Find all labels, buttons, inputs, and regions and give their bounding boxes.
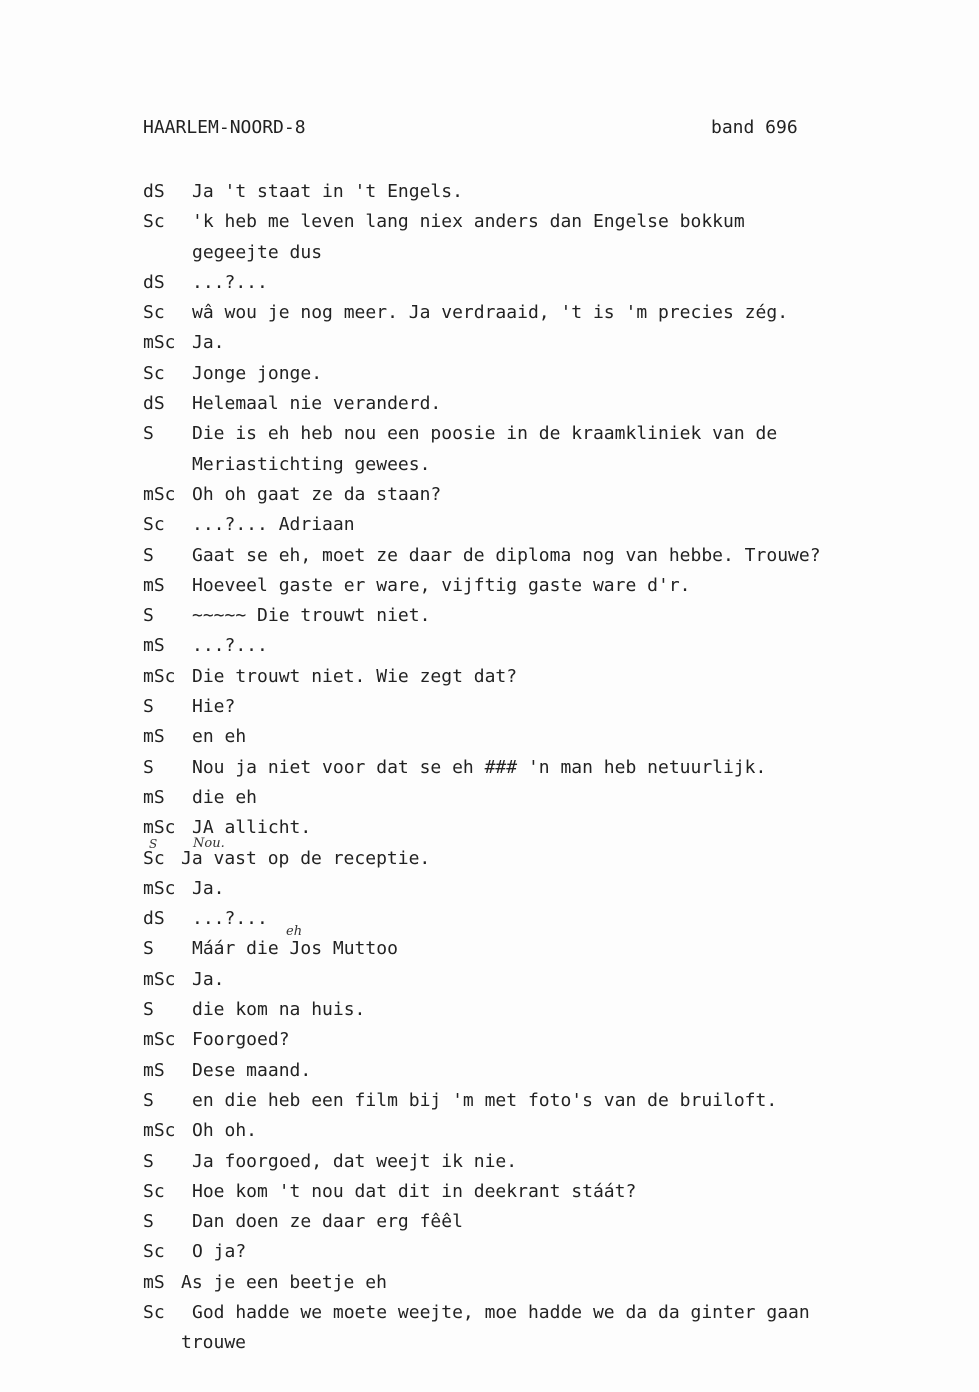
transcript-line xyxy=(143,1237,923,1267)
utterance-text: Ja. xyxy=(192,332,225,354)
speaker-label: mS xyxy=(143,786,165,808)
speaker-label: mSc xyxy=(143,1029,176,1051)
transcript-line xyxy=(143,177,923,207)
transcript-line xyxy=(143,1056,923,1086)
speaker-label: S xyxy=(143,423,154,445)
speaker-label: S xyxy=(143,605,154,627)
speaker-label: Sc xyxy=(143,514,165,536)
speaker-label: S xyxy=(143,696,154,718)
utterance-continuation: Meriastichting gewees. xyxy=(192,453,431,475)
speaker-label: mS xyxy=(143,635,165,657)
transcript-line xyxy=(143,450,923,480)
utterance-text: Ja vast op de receptie. xyxy=(181,847,431,869)
transcript-line xyxy=(143,571,923,601)
transcript-line xyxy=(143,480,923,510)
speaker-label: mSc xyxy=(143,817,176,839)
utterance-text: ...?... xyxy=(192,271,268,293)
utterance-text: Ja foorgoed, dat weejt ik nie. xyxy=(192,1150,518,1172)
transcript-line xyxy=(143,722,923,752)
speaker-label: Sc xyxy=(143,302,165,324)
transcript-line xyxy=(143,692,923,722)
utterance-text: die kom na huis. xyxy=(192,999,366,1021)
utterance-text: Hoeveel gaste er ware, vijftig gaste ware d'r. xyxy=(192,574,691,596)
speaker-label: S xyxy=(143,1211,154,1233)
document-title: HAARLEM-NOORD-8 xyxy=(143,117,306,138)
transcript-line xyxy=(143,328,923,358)
utterance-text: Die trouwt niet. Wie zegt dat? xyxy=(192,665,518,687)
transcript-line xyxy=(143,662,923,692)
speaker-label: mS xyxy=(143,726,165,748)
speaker-label: S xyxy=(143,544,154,566)
utterance-text: ...?... xyxy=(192,908,268,930)
speaker-label: Sc xyxy=(143,847,165,869)
transcript-line xyxy=(143,1328,923,1358)
speaker-label: Sc xyxy=(143,1180,165,1202)
utterance-continuation: trouwe xyxy=(181,1332,247,1354)
transcript-line xyxy=(143,268,923,298)
utterance-text: Oh oh gaat ze da staan? xyxy=(192,483,442,505)
transcript-line xyxy=(143,995,923,1025)
transcript-line xyxy=(143,965,923,995)
utterance-text: O ja? xyxy=(192,1241,247,1263)
transcript-line xyxy=(143,601,923,631)
utterance-continuation: gegeejte dus xyxy=(192,241,323,263)
speaker-label: dS xyxy=(143,393,165,415)
utterance-text: Helemaal nie veranderd. xyxy=(192,393,442,415)
speaker-label: mS xyxy=(143,1059,165,1081)
transcript-line xyxy=(143,874,923,904)
utterance-text: Hoe kom 't nou dat dit in deekrant stáát? xyxy=(192,1180,637,1202)
transcript-line xyxy=(143,1177,923,1207)
transcript-line xyxy=(143,1298,923,1328)
transcript-line xyxy=(143,631,923,661)
transcript-line xyxy=(143,541,923,571)
utterance-text: Oh oh. xyxy=(192,1120,258,1142)
utterance-text: Gaat se eh, moet ze daar de diploma nog van hebbe. Trouwe? xyxy=(192,544,821,566)
transcript-line xyxy=(143,359,923,389)
speaker-label: mS xyxy=(143,574,165,596)
transcript-line xyxy=(143,753,923,783)
transcript-line xyxy=(143,238,923,268)
utterance-text: Die is eh heb nou een poosie in de kraamkliniek van de xyxy=(192,423,778,445)
utterance-text: Ja. xyxy=(192,877,225,899)
utterance-text: Dese maand. xyxy=(192,1059,312,1081)
utterance-text: wâ wou je nog meer. Ja verdraaid, 't is 'm precies zég. xyxy=(192,302,789,324)
transcript-line xyxy=(143,1116,923,1146)
transcript-line xyxy=(143,510,923,540)
utterance-text: 'k heb me leven lang niex anders dan Engelse bokkum xyxy=(192,211,745,233)
speaker-label: S xyxy=(143,999,154,1021)
speaker-label: S xyxy=(143,938,154,960)
speaker-label: S xyxy=(143,1089,154,1111)
utterance-text: JA allicht. xyxy=(192,817,312,839)
speaker-label: mSc xyxy=(143,665,176,687)
utterance-text: Máár die Jos Muttoo xyxy=(192,938,398,960)
utterance-text: en eh xyxy=(192,726,247,748)
speaker-label: mSc xyxy=(143,332,176,354)
speaker-label: mSc xyxy=(143,968,176,990)
transcript-line xyxy=(143,844,923,874)
utterance-text: ...?... Adriaan xyxy=(192,514,355,536)
transcript-line xyxy=(143,1025,923,1055)
speaker-label: Sc xyxy=(143,1301,165,1323)
speaker-label: S xyxy=(143,756,154,778)
utterance-text: en die heb een film bij 'm met foto's van de bruiloft. xyxy=(192,1089,778,1111)
transcript-line xyxy=(143,298,923,328)
utterance-text: Foorgoed? xyxy=(192,1029,290,1051)
handwritten-nou-note: Nou. xyxy=(193,836,225,851)
speaker-label: Sc xyxy=(143,211,165,233)
speaker-label: mSc xyxy=(143,483,176,505)
transcript-line xyxy=(143,419,923,449)
speaker-label: dS xyxy=(143,271,165,293)
transcript-line xyxy=(143,1147,923,1177)
handwritten-eh-note: eh xyxy=(286,924,303,939)
transcript-line xyxy=(143,389,923,419)
band-number: band 696 xyxy=(711,117,798,138)
handwritten-s-mark: S xyxy=(149,837,158,851)
speaker-label: mSc xyxy=(143,877,176,899)
transcript-line xyxy=(143,207,923,237)
transcript-line xyxy=(143,1086,923,1116)
utterance-text: ~~~~~ Die trouwt niet. xyxy=(192,605,431,627)
speaker-label: Sc xyxy=(143,1241,165,1263)
speaker-label: mS xyxy=(143,1271,165,1293)
transcript xyxy=(143,177,923,1359)
speaker-label: dS xyxy=(143,908,165,930)
utterance-text: Ja. xyxy=(192,968,225,990)
utterance-text: God hadde we moete weejte, moe hadde we da da ginter gaan xyxy=(192,1301,810,1323)
transcript-line xyxy=(143,783,923,813)
transcript-line xyxy=(143,1268,923,1298)
transcript-line xyxy=(143,934,923,964)
utterance-text: die eh xyxy=(192,786,258,808)
speaker-label: S xyxy=(143,1150,154,1172)
transcript-line xyxy=(143,904,923,934)
speaker-label: mSc xyxy=(143,1120,176,1142)
utterance-text: Nou ja niet voor dat se eh ### 'n man heb netuurlijk. xyxy=(192,756,767,778)
utterance-text: As je een beetje eh xyxy=(181,1271,387,1293)
transcript-line xyxy=(143,1207,923,1237)
utterance-text: Dan doen ze daar erg fêêl xyxy=(192,1211,463,1233)
page-header xyxy=(143,117,823,143)
transcript-line xyxy=(143,813,923,843)
utterance-text: ...?... xyxy=(192,635,268,657)
utterance-text: Jonge jonge. xyxy=(192,362,323,384)
utterance-text: Ja 't staat in 't Engels. xyxy=(192,181,463,202)
speaker-label: dS xyxy=(143,181,165,202)
speaker-label: Sc xyxy=(143,362,165,384)
utterance-text: Hie? xyxy=(192,696,236,718)
